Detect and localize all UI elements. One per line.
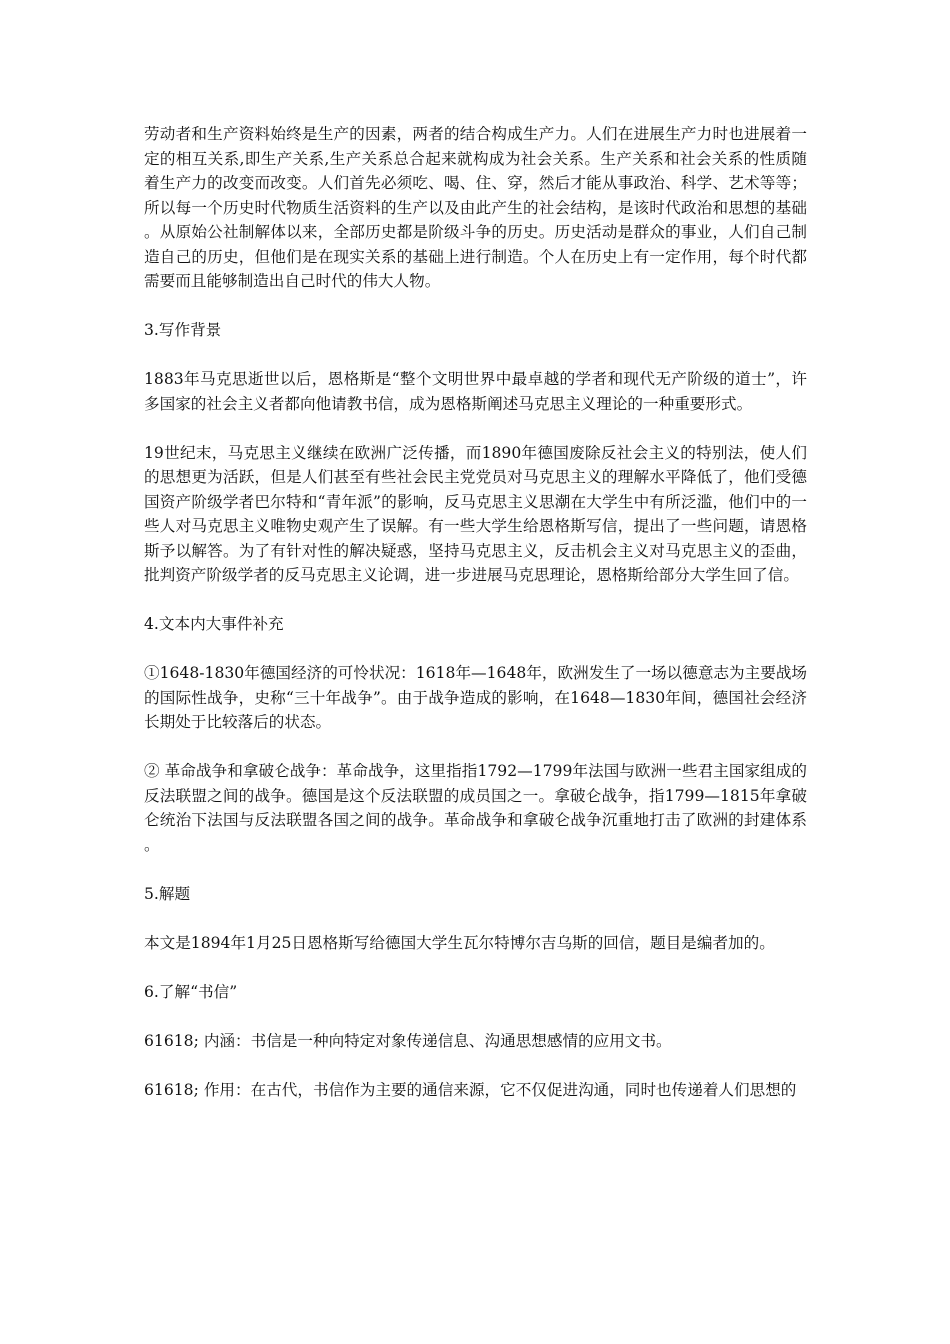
section-heading-major-events: 4.文本内大事件补充 (144, 615, 284, 633)
paragraph-letter-definition: 61618; 内涵：书信是一种向特定对象传递信息、沟通思想感情的应用文书。 (144, 1031, 672, 1050)
paragraph-engels-after-marx: 1883年马克思逝世以后，恩格斯是“整个文明世界中最卓越的学者和现代无产阶级的道士”，许多国家的社会主义者都向他请教书信，成为恩格斯阐述马克思主义理论的一种重要形式。 (144, 370, 807, 413)
paragraph-late-19th-century: 19世纪末，马克思主义继续在欧洲广泛传播，而1890年德国废除反社会主义的特别法，使人们的思想更为活跃，但是人们甚至有些社会民主党党员对马克思主义的理解水平降低了，他们受德国资产阶级学者巴尔特和“青年派”的影响，反马克思主义思潮在大学生中有所泛滥，他们中的一些人对马克思主义唯物史观产生了误解。有一些大学生给恩格斯写信，提出了一些问题，请恩格斯予以解答。为了有针对性的解决疑惑，坚持马克思主义，反击机会主义对马克思主义的歪曲，批判资产阶级学者的反马克思主义论调，进一步进展马克思理论，恩格斯给部分大学生回了信。 (144, 443, 807, 584)
document-page (144, 122, 807, 1127)
paragraph-letter-date: 本文是1894年1月25日恩格斯写给德国大学生瓦尔特博尔吉乌斯的回信，题目是编者加的。 (144, 933, 775, 952)
section-heading-writing-background: 3.写作背景 (144, 321, 222, 339)
section-heading-title-explanation: 5.解题 (144, 884, 191, 903)
paragraph-letter-function: 61618; 作用：在古代，书信作为主要的通信来源，它不仅促进沟通，同时也传递着人们思想的 (144, 1080, 797, 1099)
paragraph-revolutionary-wars: ② 革命战争和拿破仑战争：革命战争，这里指指1792—1799年法国与欧洲一些君主国家组成的反法联盟之间的战争。德国是这个反法联盟的成员国之一。拿破仑战争，指1799—1815年拿破仑统治下法国与反法联盟各国之间的战争。革命战争和拿破仑战争沉重地打击了欧洲的封建体系。 (144, 762, 807, 854)
paragraph-german-economy: ①1648-1830年德国经济的可怜状况：1618年—1648年，欧洲发生了一场以德意志为主要战场的国际性战争，史称“三十年战争”。由于战争造成的影响，在1648—1830年间，德国社会经济长期处于比较落后的状态。 (144, 664, 808, 731)
section-heading-about-letters: 6.了解“书信” (144, 982, 238, 1001)
paragraph-productive-forces: 劳动者和生产资料始终是生产的因素，两者的结合构成生产力。人们在进展生产力时也进展着一定的相互关系,即生产关系,生产关系总合起来就构成为社会关系。生产关系和社会关系的性质随着生产力的改变而改变。人们首先必须吃、喝、住、穿，然后才能从事政治、科学、艺术等等；所以每一个历史时代物质生活资料的生产以及由此产生的社会结构，是该时代政治和思想的基础。从原始公社制解体以来，全部历史都是阶级斗争的历史。历史活动是群众的事业，人们自己制造自己的历史，但他们是在现实关系的基础上进行制造。个人在历史上有一定作用，每个时代都需要而且能够制造出自己时代的伟大人物。 (144, 125, 807, 290)
